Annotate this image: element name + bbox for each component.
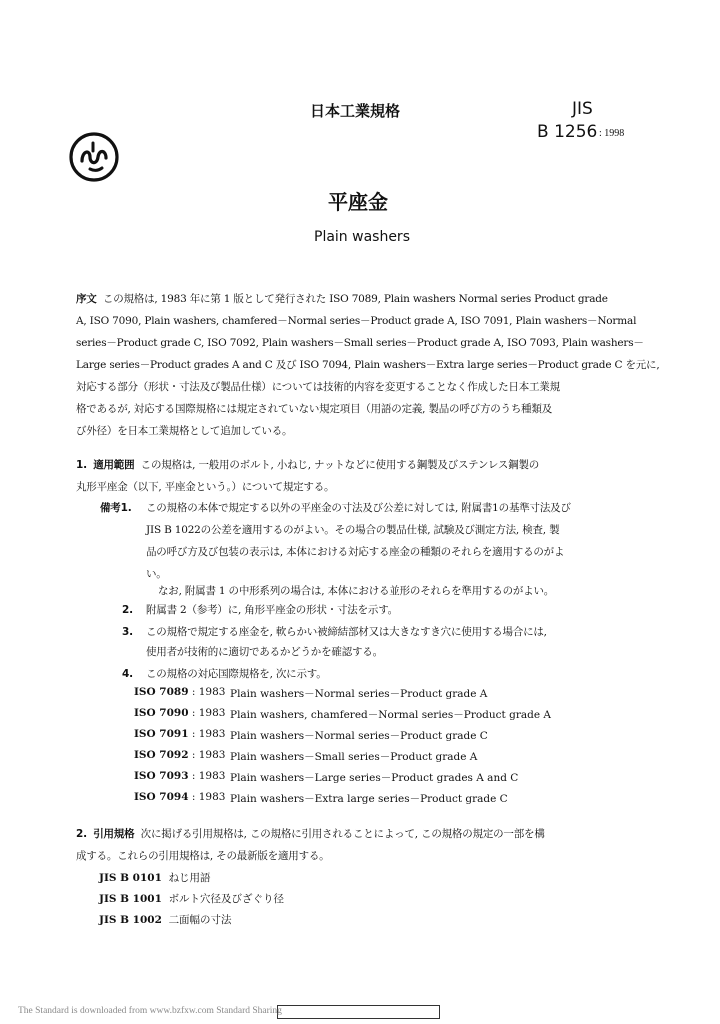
iso-list-title: Plain washers－Small series－Product grade A <box>230 751 478 763</box>
preface-line: A, ISO 7090, Plain washers, chamfered－Normal series－Product grade A, ISO 7091, Plain washers－Normal <box>76 315 637 327</box>
section2-line: 成する。これらの引用規格は, その最新版を適用する。 <box>76 850 330 862</box>
remark4-number: 4. <box>122 668 133 680</box>
remark2-text: 附属書 2（参考）に, 角形平座金の形状・寸法を示す。 <box>146 604 398 616</box>
iso-list-item: ISO 7094 : 1983 <box>134 791 226 803</box>
footer-text: The Standard is downloaded from www.bzfxw.com Standard Sharing <box>18 1006 282 1016</box>
preface-line: 対応する部分（形状・寸法及び製品仕様）については技術的内容を変更することなく作成した日本工業規 <box>76 381 560 393</box>
section1-number: 1. <box>76 459 87 471</box>
iso-list-item: ISO 7090 : 1983 <box>134 707 226 719</box>
iso-list-item: ISO 7093 : 1983 <box>134 770 226 782</box>
preface-line: び外径）を日本工業規格として追加している。 <box>76 425 293 437</box>
remark2-number: 2. <box>122 604 133 616</box>
preface-line: 序文 この規格は, 1983 年に第 1 版として発行された ISO 7089, Plain washers Normal series Product grade <box>76 293 608 305</box>
iso-list-title: Plain washers－Large series－Product grades A and C <box>230 772 519 784</box>
section2-line: 2. 引用規格 次に掲げる引用規格は, この規格に引用されることによって, この規格の規定の一部を構 <box>76 828 545 840</box>
remark3-number: 3. <box>122 626 133 638</box>
section1-heading: 適用範囲 <box>93 459 135 471</box>
footer-box <box>277 1005 440 1019</box>
remark1-line: なお, 附属書 1 の中形系列の場合は, 本体における並形のそれらを準用するのがよい。 <box>158 585 555 597</box>
preface-label: 序文 <box>76 293 97 305</box>
remark3-line: この規格で規定する座金を, 軟らかい被締結部材又は大きなすき穴に使用する場合には, <box>146 626 547 638</box>
ref-item: JIS B 1002 二面幅の寸法 <box>99 914 232 926</box>
remark1-line: JIS B 1022の公差を適用するのがよい。その場合の製品仕様, 試験及び測定方法, 検査, 製 <box>146 524 560 536</box>
jis-mark-icon <box>68 131 120 183</box>
preface-line: series－Product grade C, ISO 7092, Plain washers－Small series－Product grade A, ISO 7093, Plain washers－ <box>76 337 644 349</box>
iso-list-item: ISO 7092 : 1983 <box>134 749 226 761</box>
header-year: : 1998 <box>599 128 625 139</box>
header-code: B 1256 <box>537 122 598 142</box>
section2-heading: 引用規格 <box>93 828 135 840</box>
title-en: Plain washers <box>314 229 410 245</box>
remark3-line: 使用者が技術的に適切であるかどうかを確認する。 <box>146 646 383 658</box>
section1-line: 丸形平座金（以下, 平座金という。）について規定する。 <box>76 481 335 493</box>
preface-line: 格であるが, 対応する国際規格には規定されていない規定項目（用語の定義, 製品の呼び方のうち種類及 <box>76 403 553 415</box>
ref-item: JIS B 0101 ねじ用語 <box>99 872 211 884</box>
remarks-label: 備考1. <box>100 502 132 514</box>
iso-list-title: Plain washers－Normal series－Product grade C <box>230 730 488 742</box>
ref-item: JIS B 1001 ボルト穴径及びざぐり径 <box>99 893 285 905</box>
title-ja: 平座金 <box>328 190 388 214</box>
section2-number: 2. <box>76 828 87 840</box>
remark1-line: 品の呼び方及び包装の表示は, 本体における対応する座金の種類のそれらを適用するのがよ <box>146 546 565 558</box>
iso-list-item: ISO 7091 : 1983 <box>134 728 226 740</box>
iso-list-item: ISO 7089 : 1983 <box>134 686 226 698</box>
iso-list-title: Plain washers－Extra large series－Product grade C <box>230 793 508 805</box>
header-org: 日本工業規格 <box>310 102 401 120</box>
iso-list-title: Plain washers－Normal series－Product grade A <box>230 688 488 700</box>
preface-line: Large series－Product grades A and C 及び ISO 7094, Plain washers－Extra large series－Product grade C を元に, <box>76 359 660 371</box>
section1-line: 1. 適用範囲 この規格は, 一般用のボルト, 小ねじ, ナットなどに使用する鋼製及びステンレス鋼製の <box>76 459 540 471</box>
header-jis: JIS <box>572 99 593 119</box>
remark1-line: この規格の本体で規定する以外の平座金の寸法及び公差に対しては, 附属書1の基準寸法及び <box>146 502 571 514</box>
iso-list-title: Plain washers, chamfered－Normal series－Product grade A <box>230 709 551 721</box>
remark4-text: この規格の対応国際規格を, 次に示す。 <box>146 668 327 680</box>
remark1-line: い。 <box>146 568 167 580</box>
